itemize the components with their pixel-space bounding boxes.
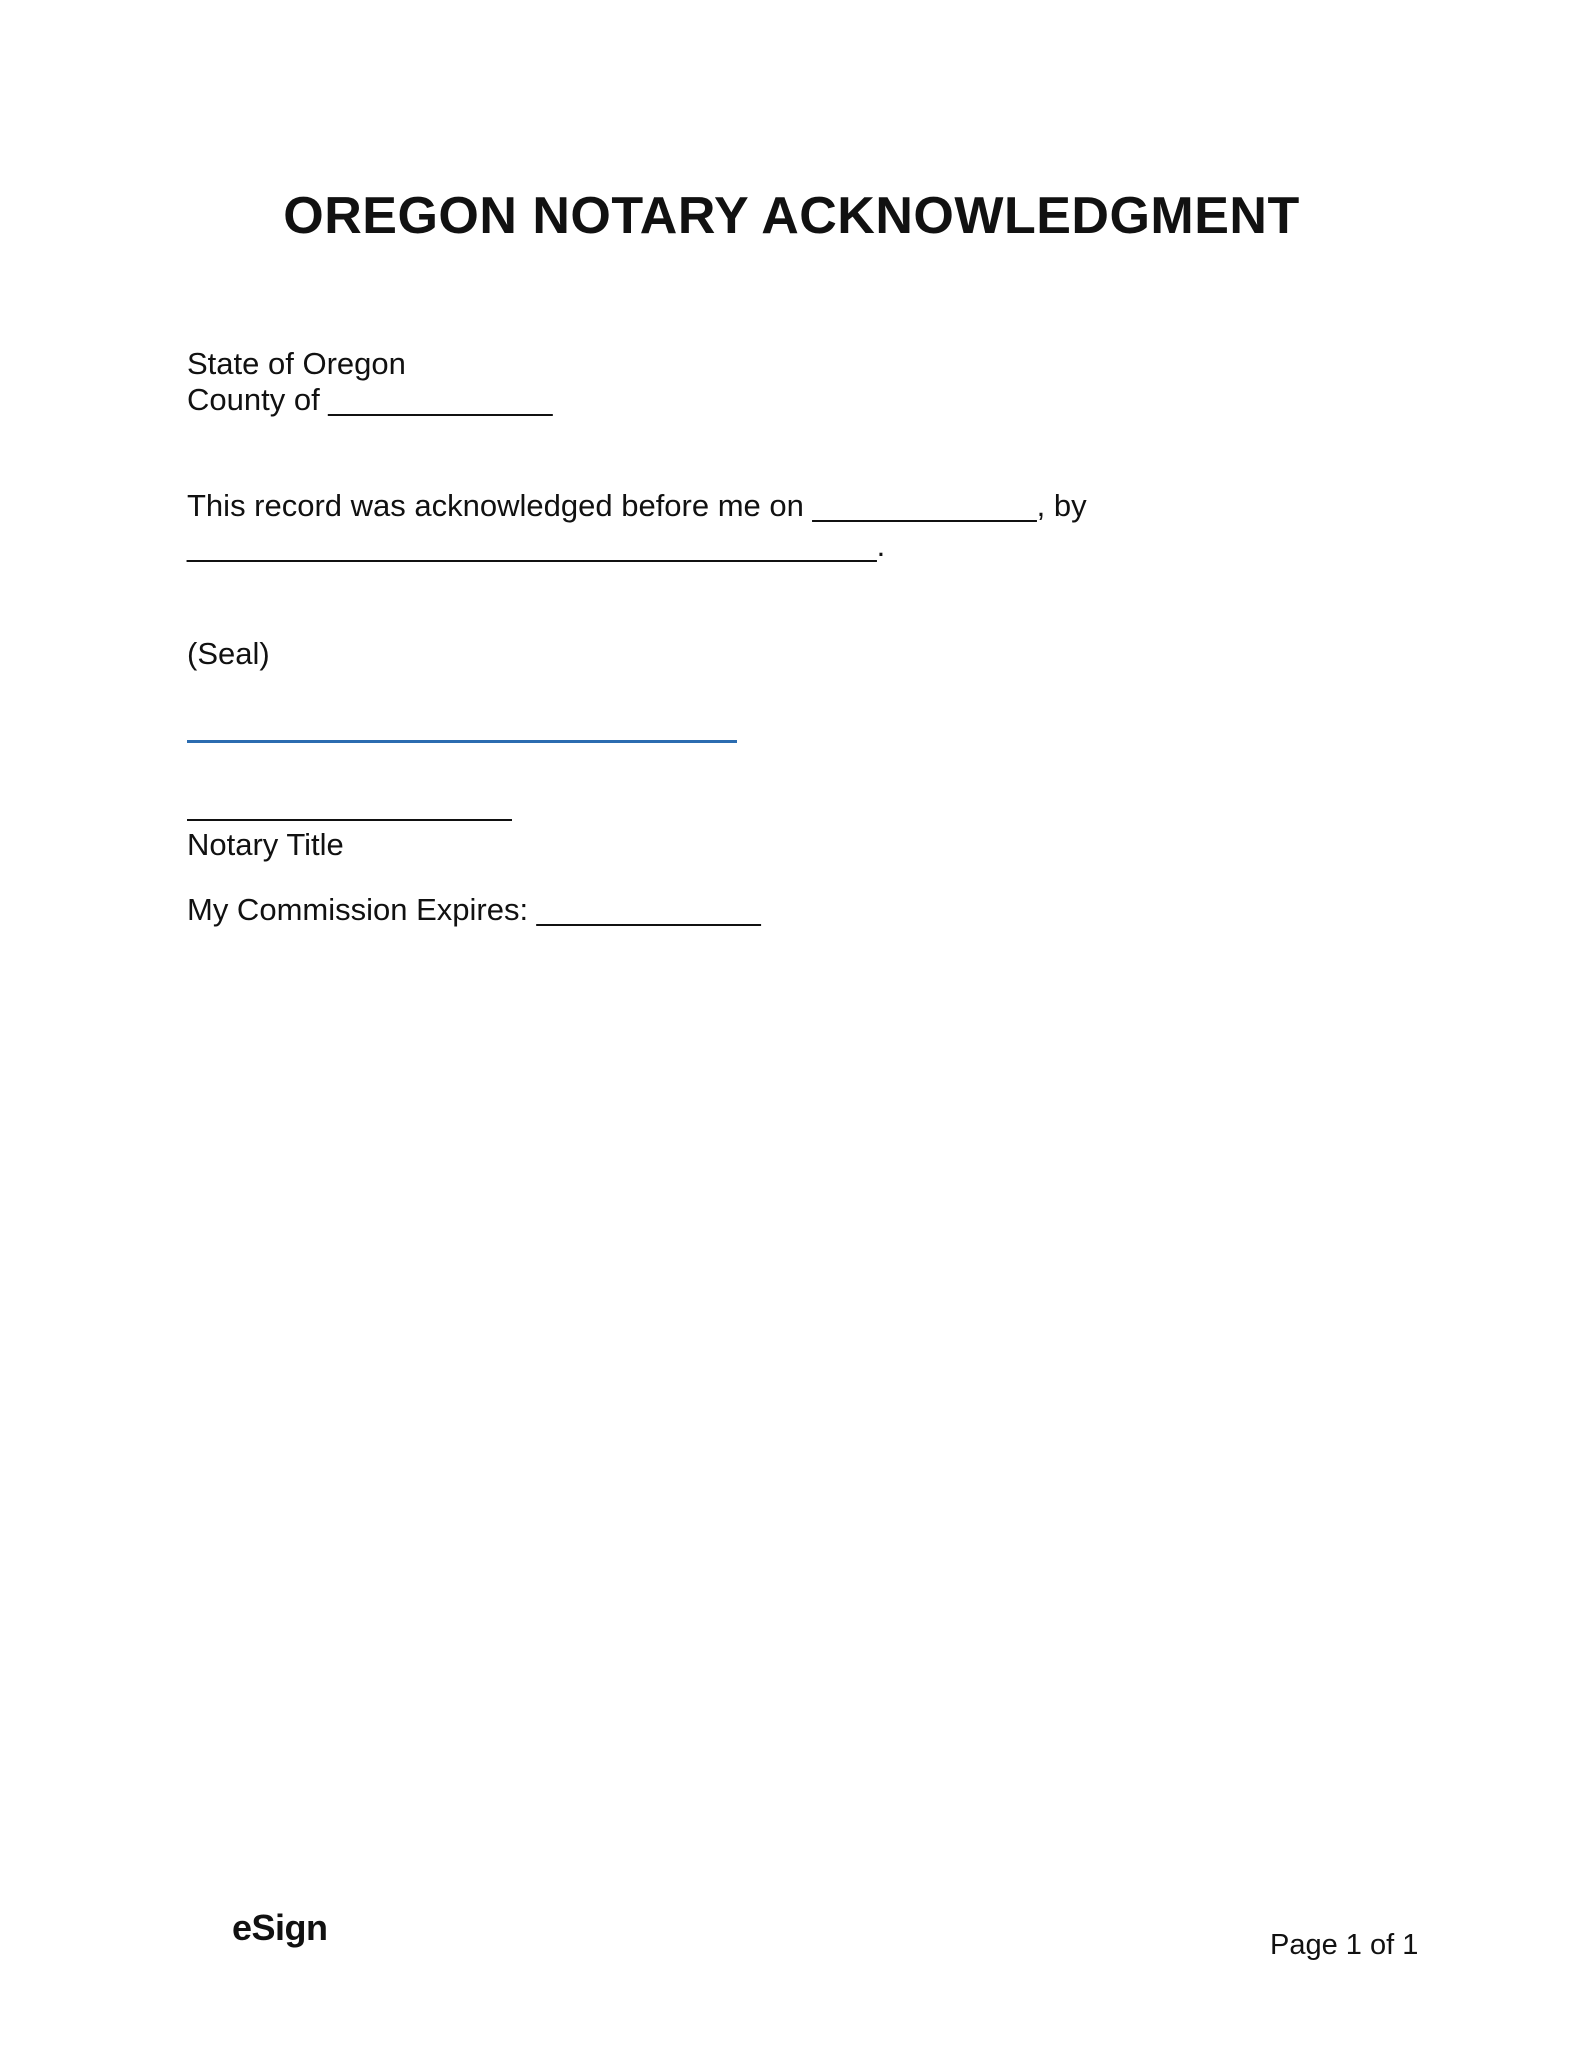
county-line: County of _____________ [187, 382, 553, 417]
seal-label: (Seal) [187, 636, 270, 671]
notary-signature-line[interactable] [187, 740, 737, 743]
acknowledgment-statement [187, 488, 1087, 564]
commission-expires-line: My Commission Expires: _____________ [187, 892, 761, 927]
venue-block [187, 346, 552, 418]
document-title: OREGON NOTARY ACKNOWLEDGMENT [283, 187, 1300, 245]
acknowledgment-line-1: This record was acknowledged before me on _____________, by [187, 488, 1087, 523]
page-number: Page 1 of 1 [1270, 1929, 1419, 1961]
esign-logo: eSign [232, 1907, 328, 1948]
state-line: State of Oregon [187, 346, 406, 381]
notary-title-label: Notary Title [187, 827, 344, 862]
notary-title-line [187, 819, 512, 821]
acknowledgment-line-2: ________________________________________. [187, 528, 886, 563]
